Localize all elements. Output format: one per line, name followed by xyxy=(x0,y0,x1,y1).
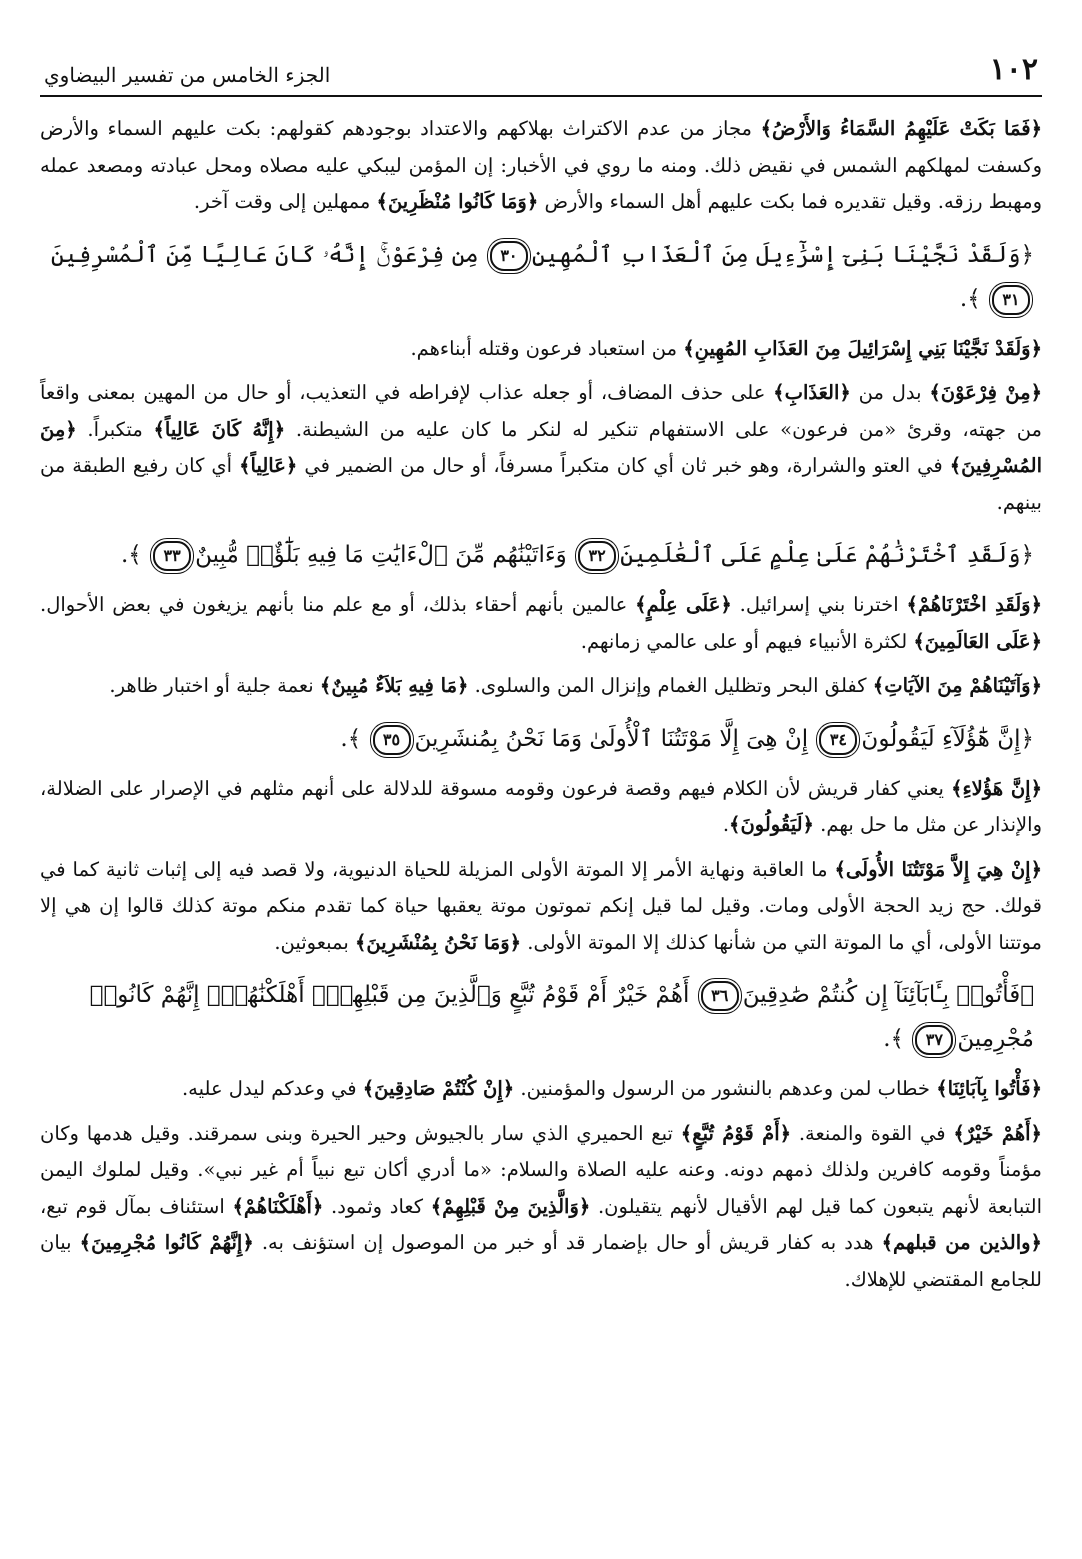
verse-text: مِن فِرْعَوْنَۚ إِنَّهُۥ كَانَ عَالِيًا مِّنَ ٱلْمُسْرِفِينَ xyxy=(50,241,479,268)
quran-verse-line xyxy=(40,533,1042,577)
page-number: ١٠٢ xyxy=(989,52,1038,87)
commentary-text: لكثرة الأنبياء فيهم أو على عالمي زمانهم. xyxy=(580,629,914,653)
commentary-text: يعني كفار قريش لأن الكلام فيهم وقصة فرعون وقومه مسوقة للدلالة على أنهم مثلهم في الإصرار على الضلالة، والإنذار عن مثل ما حل بهم. xyxy=(40,776,1042,836)
commentary-text: بمبعوثين. xyxy=(274,930,355,954)
quoted-verse-fragment: ﴿أَهْلَكْنَاهُمْ﴾ xyxy=(232,1194,324,1218)
commentary-text: ممهلين إلى وقت آخر. xyxy=(193,190,377,213)
commentary-paragraph xyxy=(40,668,1042,705)
quoted-verse-fragment: ﴿وَمَا كَانُوا مُنْظَرِينَ﴾ xyxy=(376,190,539,213)
verse-text: وَءَاتَيْنَٰهُم مِّنَ ٱلْءَايَٰتِ مَا فِيهِ بَلَٰٓؤٌا۟ مُّبِينٌ xyxy=(195,542,567,568)
quoted-verse-fragment: ﴿وَآتَيْنَاهُمْ مِنَ الآيَاتِ﴾ xyxy=(872,674,1042,697)
commentary-text: كعاد وثمود. xyxy=(323,1194,431,1218)
commentary-text: بدل من xyxy=(850,381,930,404)
quoted-verse-fragment: ﴿أَهُمْ خَيْرٌ﴾ xyxy=(953,1121,1042,1145)
quoted-verse-fragment: ﴿مِنَ المُسْرِفِينَ﴾ xyxy=(40,417,1042,477)
commentary-text: في القوة والمنعة. xyxy=(791,1121,954,1145)
verse-text: أَهُمْ خَيْرٌ أَمْ قَوْمُ تُبَّعٍ وَٱلَّذِينَ مِن قَبْلِهِمْۚ أَهْلَكْنَٰهُمْۖ إِنَّهُمْ كَانُوا۟ مُجْرِمِينَ xyxy=(89,982,1034,1052)
commentary-text: بيان للجامع المقتضي للإهلاك. xyxy=(40,1231,1042,1291)
commentary-text: نعمة جلية أو اختبار ظاهر. xyxy=(109,674,320,697)
commentary-text: في وعدكم ليدل عليه. xyxy=(181,1077,363,1100)
quoted-verse-fragment: ﴿عَلَى عِلْمٍ﴾ xyxy=(635,593,732,616)
ayah-number-marker: ٣٦ xyxy=(701,981,739,1011)
verse-text: ﴾. xyxy=(883,1026,905,1052)
quoted-verse-fragment: ﴿إِنْ هِيَ إِلاَّ مَوْتَتُنَا الأُولَى﴾ xyxy=(834,857,1042,881)
commentary-text: . xyxy=(722,813,730,836)
quoted-verse-fragment: ﴿مِنْ فِرْعَوْنَ﴾ xyxy=(929,381,1043,404)
quoted-verse-fragment: ﴿وَالَّذِينَ مِنْ قَبْلِهِمْ﴾ xyxy=(430,1194,591,1218)
quran-verse-line xyxy=(40,717,1042,761)
commentary-paragraph xyxy=(40,852,1042,962)
verse-text: ﴾. xyxy=(959,285,981,312)
quoted-verse-fragment: ﴿لَيَقُولُونَ﴾ xyxy=(729,813,814,836)
quoted-verse-fragment: ﴿والذين من قبلهم﴾ xyxy=(881,1231,1042,1254)
quoted-verse-fragment: ﴿فَأْتُوا بِآبَائِنَا﴾ xyxy=(936,1077,1042,1100)
quoted-verse-fragment: ﴿أَمْ قَوْمُ تُبَّعٍ﴾ xyxy=(680,1121,792,1145)
ayah-number-marker: ٣١ xyxy=(992,285,1030,315)
verse-text: ﴿إِنَّ هَٰٓؤُلَآءِ لَيَقُولُونَ xyxy=(861,725,1034,752)
ayah-number-marker: ٣٧ xyxy=(915,1025,953,1055)
commentary-paragraph xyxy=(40,1071,1042,1108)
commentary-paragraph xyxy=(40,1116,1042,1299)
ayah-number-marker: ٣٥ xyxy=(373,725,411,755)
quoted-verse-fragment: ﴿وَمَا نَحْنُ بِمُنْشَرِينَ﴾ xyxy=(354,930,522,954)
quoted-verse-fragment: ﴿إِنَّ هَؤُلاءِ﴾ xyxy=(951,776,1042,800)
ayah-number-marker: ٣٢ xyxy=(578,541,616,571)
quran-verse-line xyxy=(40,973,1042,1061)
commentary-paragraph xyxy=(40,111,1042,221)
commentary-text: مجاز من عدم الاكتراث بهلاكهم والاعتداد بوجودهم كقولهم: بكت عليهم السماء والأرض وكسفت لمهلكهم الشمس في نقيض ذلك. ومنه ما روي في الأخبار: إن المؤمن ليبكي عليه مصلاه ومحل عبادته ومصعد عمله ومهبط رزقه. وقيل تقديره فما بكت عليهم أهل السماء والأرض xyxy=(40,117,1042,213)
commentary-text: عالمين بأنهم أحقاء بذلك، أو مع علم منا بأنهم يزيغون في بعض الأحوال. xyxy=(40,593,636,616)
commentary-text: على حذف المضاف، أو جعله عذاب لإفراطه في التعذيب، أو حال من المهين بمعنى واقعاً من جهته، وقرئ «من فرعون» على الاستفهام تنكير له لنكر ما كان عليه من الشيطنة. xyxy=(40,381,1042,441)
ayah-number-marker: ٣٣ xyxy=(153,541,191,571)
commentary-text: في العتو والشرارة، وهو خبر ثان أي كان متكبراً مسرفاً، أو حال من الضمير في xyxy=(297,454,950,477)
verse-text: ﴿وَلَقَدْ نَجَّيْنَا بَنِىٓ إِسْرَٰٓءِيلَ مِنَ ٱلْعَذَابِ ٱلْمُهِينِ xyxy=(531,241,1034,268)
running-title: الجزء الخامس من تفسير البيضاوي xyxy=(44,63,331,87)
commentary-text: ما العاقبة ونهاية الأمر إلا الموتة الأولى المزيلة للحياة الدنيوية، ولا قصد فيه إلى إثبات ثانية كما في قولك. حج زيد الحجة الأولى ومات. وقيل لما قيل إنكم تموتون موتة يعقبها حياة كما تقدم منكم موتة كذلك قالوا إن هي إلا موتتنا الأولى، أي ما الموتة التي من شأنها كذلك إلا الموتة الأولى. xyxy=(40,857,1042,954)
verse-text: ﴿فَأْتُوا۟ بِـَٔابَآئِنَآ إِن كُنتُمْ صَٰدِقِينَ xyxy=(742,982,1034,1008)
quoted-verse-fragment: ﴿إِنَّهُ كَانَ عَالِياً﴾ xyxy=(153,417,286,441)
commentary-text: متكبراً. xyxy=(76,417,154,441)
commentary-text: استئناف بمآل قوم تبع، xyxy=(40,1194,233,1218)
quoted-verse-fragment: ﴿مَا فِيهِ بَلاَءٌ مُبِينٌ﴾ xyxy=(319,674,469,697)
quran-verse-line xyxy=(40,233,1042,321)
commentary-paragraph xyxy=(40,771,1042,844)
quoted-verse-fragment: ﴿إِنْ كُنْتُمْ صَادِقِينَ﴾ xyxy=(362,1077,515,1100)
commentary-text: اخترنا بني إسرائيل. xyxy=(731,593,907,616)
commentary-paragraph xyxy=(40,331,1042,368)
page-body xyxy=(40,111,1042,1298)
verse-text: ﴾. xyxy=(120,542,142,568)
quoted-verse-fragment: ﴿عَلَى العَالَمِينَ﴾ xyxy=(913,629,1042,653)
quoted-verse-fragment: ﴿عَالِياً﴾ xyxy=(239,454,298,477)
quoted-verse-fragment: ﴿وَلَقَدْ نَجَّيْنَا بَنِي إِسْرَائِيلَ مِنَ العَذَابِ المُهِينِ﴾ xyxy=(683,336,1042,360)
verse-text: إِنْ هِىَ إِلَّا مَوْتَتُنَا ٱلْأُولَىٰ وَمَا نَحْنُ بِمُنشَرِينَ xyxy=(414,725,809,752)
quoted-verse-fragment: ﴿العَذَابِ﴾ xyxy=(773,381,851,404)
verse-text: ﴿وَلَقَدِ ٱخْتَرْنَٰهُمْ عَلَىٰ عِلْمٍ عَلَى ٱلْعَٰلَمِينَ xyxy=(620,542,1034,568)
commentary-text: كفلق البحر وتظليل الغمام وإنزال المن والسلوى. xyxy=(468,674,873,697)
commentary-text: أي كان رفيع الطبقة من بينهم. xyxy=(40,454,1042,514)
verse-text: ﴾. xyxy=(340,725,362,752)
quoted-verse-fragment: ﴿إِنَّهُمْ كَانُوا مُجْرِمِينَ﴾ xyxy=(79,1231,254,1254)
quoted-verse-fragment: ﴿وَلَقَدِ اخْتَرْنَاهُمْ﴾ xyxy=(906,593,1042,616)
commentary-paragraph xyxy=(40,587,1042,660)
commentary-paragraph xyxy=(40,375,1042,521)
commentary-text: هدد به كفار قريش أو حال بإضمار قد أو خبر من الموصول إن استؤنف به. xyxy=(253,1231,882,1254)
page-header xyxy=(40,52,1042,97)
commentary-text: من استعباد فرعون وقتله أبناءهم. xyxy=(410,336,684,360)
ayah-number-marker: ٣٠ xyxy=(490,241,528,271)
ayah-number-marker: ٣٤ xyxy=(819,725,857,755)
quoted-verse-fragment: ﴿فَمَا بَكَتْ عَلَيْهِمُ السَّمَاءُ وَالأَرْضُ﴾ xyxy=(760,117,1042,140)
commentary-text: تبع الحميري الذي سار بالجيوش وحير الحيرة وبنى سمرقند. وقيل هدمها وكان مؤمناً وقومه كافرين ولذلك ذمهم دونه. وعنه عليه الصلاة والسلام: «ما أدري أكان تبع نبياً أم غير نبي». وقيل لملوك اليمن التبابعة لأنهم يتبعون كما قيل لهم الأقيال لأنهم يتقيلون. xyxy=(40,1121,1043,1218)
commentary-text: خطاب لمن وعدهم بالنشور من الرسول والمؤمنين. xyxy=(514,1077,937,1100)
